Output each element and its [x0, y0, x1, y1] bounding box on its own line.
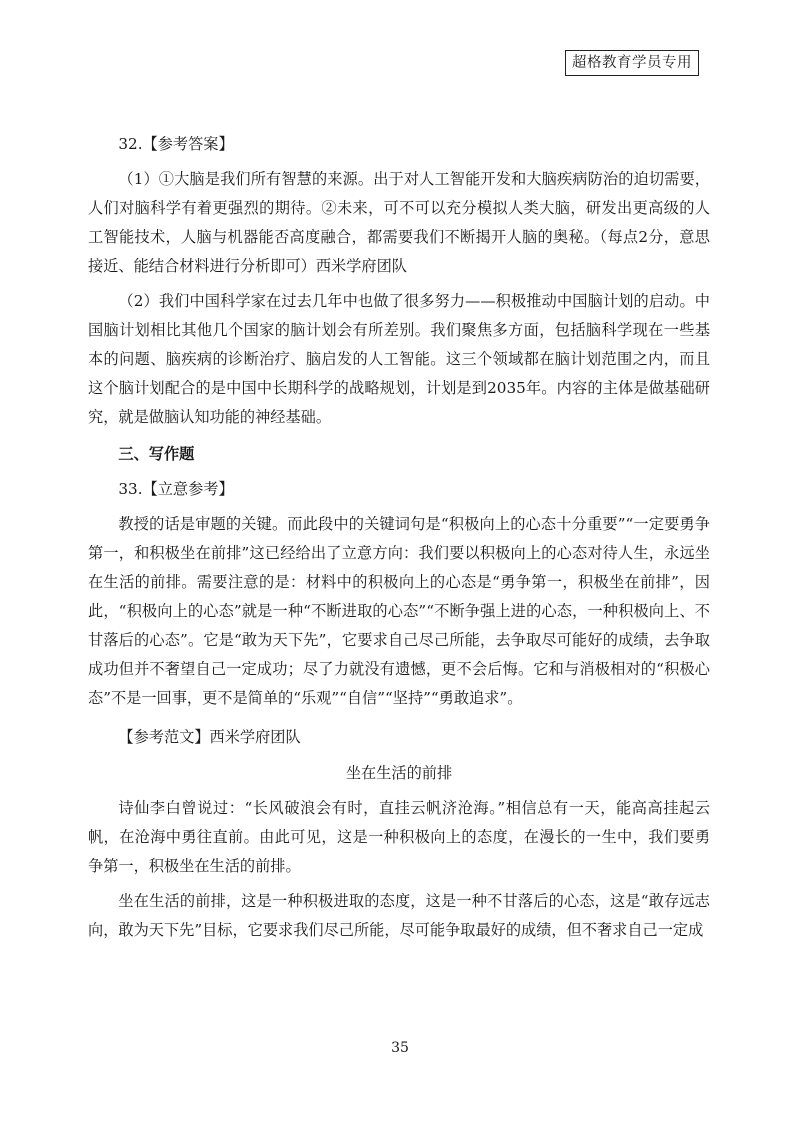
- q33-title: 33.【立意参考】: [118, 480, 234, 498]
- sample-essay-label: 【参考范文】西米学府团队: [118, 728, 301, 746]
- essay-paragraph-1: 诗仙李白曾说过：“长风破浪会有时，直挂云帆济沧海。”相信总有一天，能高高挂起云帆，在沧海中勇往直前。由此可见，这是一种积极向上的态度，在漫长的一生中，我们要勇争第一，积极坐在生活的前排。: [88, 799, 710, 875]
- q33-idea-paragraph: 教授的话是审题的关键。而此段中的关键词句是“积极向上的心态十分重要”“一定要勇争第一，和积极坐在前排”这已经给出了立意方向：我们要以积极向上的心态对待人生，永远坐在生活的前排。需要注意的是：材料中的积极向上的心态是“勇争第一，积极坐在前排”，因此，“积极向上的心态”就是一种“不断进取的心态”“不断争强上进的心态，一种积极向上、不甘落后的心态”。它是“敢为天下先”，它要求自己尽己所能，去争取尽可能好的成绩，去争取成功但并不奢望自己一定成功；尽了力就没有遗憾，更不会后悔。它和与消极相对的“积极心态”不是一回事，更不是简单的“乐观”“自信”“坚持”“勇敢追求”。: [88, 515, 710, 707]
- q32-title: 32.【参考答案】: [118, 135, 234, 153]
- header-badge: 超格教育学员专用: [565, 50, 699, 76]
- section-title-writing: 三、写作题: [118, 445, 195, 463]
- q32-answer-1: （1）①大脑是我们所有智慧的来源。出于对人工智能开发和大脑疾病防治的迫切需要，人们对脑科学有着更强烈的期待。②未来，可不可以充分模拟人类大脑，研发出更高级的人工智能技术，人脑与机器能否高度融合，都需要我们不断揭开人脑的奥秘。（每点2分，意思接近、能结合材料进行分析即可）西米学府团队: [88, 170, 710, 275]
- essay-paragraph-2: 坐在生活的前排，这是一种积极进取的态度，这是一种不甘落后的心态，这是“敢存远志向，敢为天下先”目标，它要求我们尽己所能，尽可能争取最好的成绩，但不奢求自己一定成: [88, 892, 710, 939]
- page-content: [88, 130, 710, 945]
- essay-title: 坐在生活的前排: [345, 764, 453, 782]
- page-number: 35: [391, 1040, 409, 1056]
- q32-answer-2: （2）我们中国科学家在过去几年中也做了很多努力——积极推动中国脑计划的启动。中国脑计划相比其他几个国家的脑计划会有所差别。我们聚焦多方面，包括脑科学现在一些基本的问题、脑疾病的诊断治疗、脑启发的人工智能。这三个领域都在脑计划范围之内，而且这个脑计划配合的是中国中长期科学的战略规划，计划是到2035年。内容的主体是做基础研究，就是做脑认知功能的神经基础。: [88, 292, 710, 426]
